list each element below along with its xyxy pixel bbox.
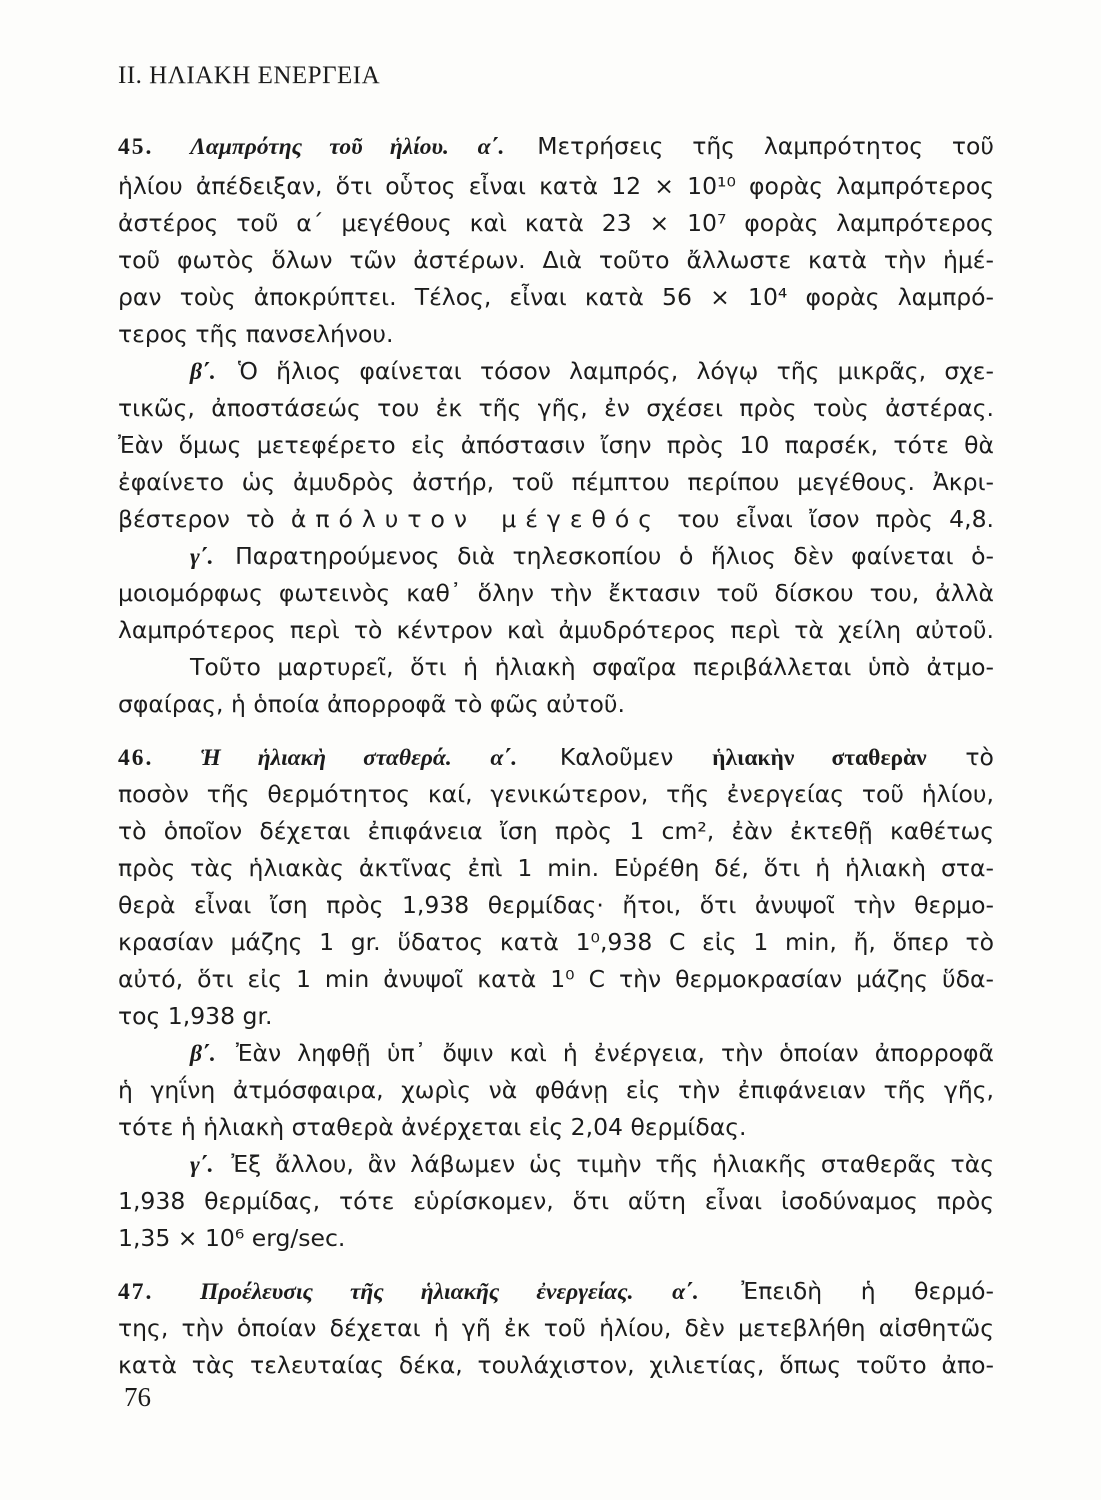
text-line: Παρατηρούμενος διὰ τηλεσκοπίου ὁ ἥλιος δὲν φαίνεται ὁ-	[235, 542, 994, 570]
text-line: τοῦ φωτὸς ὅλων τῶν ἀστέρων. Διὰ τοῦτο ἄλλωστε κατὰ τὴν ἡμέ-	[118, 246, 994, 274]
text-line: ραν τοὺς ἀποκρύπτει. Τέλος, εἶναι κατὰ 56 × 10⁴ φορὰς λαμπρό-	[118, 283, 994, 311]
section-title: Προέλευσις τῆς ἡλιακῆς ἐνεργείας.	[199, 1279, 634, 1305]
running-head: II. ΗΛΙΑΚΗ ΕΝΕΡΓΕΙΑ	[118, 62, 381, 89]
subsection-label: α΄.	[477, 134, 505, 160]
text-line: τος 1,938 gr.	[118, 1002, 273, 1030]
text-line: Μετρήσεις τῆς λαμπρότητος τοῦ	[537, 132, 994, 160]
text-line: κατὰ τὰς τελευταίας δέκα, τουλάχιστον, χιλιετίας, ὅπως τοῦτο ἀπο-	[118, 1351, 994, 1379]
section-title: Λαμπρότης τοῦ ἡλίου.	[190, 134, 449, 160]
text-line: Ἐξ ἄλλου, ἂν λάβωμεν ὡς τιμὴν τῆς ἡλιακῆς σταθερᾶς τὰς	[231, 1150, 994, 1178]
text-line: κρασίαν μάζης 1 gr. ὕδατος κατὰ 1⁰,938 C εἰς 1 min, ἤ, ὅπερ τὸ	[118, 928, 994, 956]
text-line: της, τὴν ὁποίαν δέχεται ἡ γῆ ἐκ τοῦ ἡλίου, δὲν μετεβλήθη αἰσθητῶς	[118, 1314, 994, 1342]
subsection-label: γ΄.	[190, 1152, 214, 1178]
text-fragment: Καλοῦμεν	[559, 743, 674, 771]
text-line: ἡ γηΐνη ἀτμόσφαιρα, χωρὶς νὰ φθάνῃ εἰς τὴν ἐπιφάνειαν τῆς γῆς,	[118, 1076, 994, 1104]
text-line: ἡλίου ἀπέδειξαν, ὅτι οὗτος εἶναι κατὰ 12 × 10¹⁰ φορὰς λαμπρότερος	[118, 172, 994, 200]
section-number: 45.	[118, 134, 154, 160]
text-line: τότε ἡ ἡλιακὴ σταθερὰ ἀνέρχεται εἰς 2,04 θερμίδας.	[118, 1113, 747, 1141]
section-title: Ἡ ἡλιακὴ σταθερά.	[200, 745, 452, 771]
text-line: μοιομόρφως φωτεινὸς καθ᾽ ὅλην τὴν ἔκτασιν τοῦ δίσκου του, ἀλλὰ	[118, 579, 994, 607]
text-line: 1,35 × 10⁶ erg/sec.	[118, 1224, 346, 1252]
subsection-label: γ΄.	[190, 544, 214, 570]
subsection-b-line	[190, 1036, 994, 1071]
text-fragment: του εἶναι ἴσον πρὸς 4,8.	[677, 505, 994, 533]
text-line: πρὸς τὰς ἡλιακὰς ἀκτῖνας ἐπὶ 1 min. Εὑρέθη δέ, ὅτι ἡ ἡλιακὴ στα-	[118, 854, 994, 882]
text-line: τικῶς, ἀποστάσεώς του ἐκ τῆς γῆς, ἐν σχέσει πρὸς τοὺς ἀστέρας.	[118, 394, 994, 422]
section-number: 46.	[118, 745, 154, 771]
text-line: αὐτό, ὅτι εἰς 1 min ἀνυψοῖ κατὰ 1⁰ C τὴν θερμοκρασίαν μάζης ὕδα-	[118, 965, 994, 993]
subsection-label: α΄.	[490, 745, 518, 771]
section-45-heading-line	[118, 129, 994, 164]
page-number: 76	[124, 1382, 151, 1412]
text-line: ἀστέρος τοῦ α΄ μεγέθους καὶ κατὰ 23 × 10⁷ φορὰς λαμπρότερος	[118, 209, 994, 237]
text-line: 1,938 θερμίδας, τότε εὑρίσκομεν, ὅτι αὕτη εἶναι ἰσοδύναμος πρὸς	[118, 1187, 994, 1215]
subsection-b-line	[190, 354, 994, 389]
text-line: τὸ ὁποῖον δέχεται ἐπιφάνεια ἴση πρὸς 1 cm², ἐὰν ἐκτεθῇ καθέτως	[118, 817, 994, 845]
text-line: τερος τῆς πανσελήνου.	[118, 320, 394, 348]
text-line: ἐφαίνετο ὡς ἀμυδρὸς ἀστήρ, τοῦ πέμπτου περίπου μεγέθους. Ἀκρι-	[118, 468, 994, 496]
text-line: Ἐὰν ὅμως μετεφέρετο εἰς ἀπόστασιν ἴσην πρὸς 10 παρσέκ, τότε θὰ	[118, 431, 994, 459]
spaced-term: ἀπόλυτον μέγεθός	[290, 505, 662, 533]
subsection-label: β΄.	[190, 359, 216, 385]
text-fragment: βέστερον τὸ	[118, 505, 275, 533]
defined-term: ἡλιακὴν σταθερὰν	[712, 745, 927, 771]
text-line: Ὁ ἥλιος φαίνεται τόσον λαμπρός, λόγῳ τῆς μικρᾶς, σχε-	[238, 357, 994, 385]
subsection-label: α΄.	[672, 1279, 699, 1305]
text-line: σφαίρας, ἡ ὁποία ἀπορροφᾶ τὸ φῶς αὐτοῦ.	[118, 690, 625, 718]
absolute-magnitude-line	[118, 502, 994, 536]
text-line: Ἐὰν ληφθῇ ὑπ᾽ ὄψιν καὶ ἡ ἐνέργεια, τὴν ὁποίαν ἀπορροφᾶ	[235, 1039, 994, 1067]
text-line: θερὰ εἶναι ἴση πρὸς 1,938 θερμίδας· ἤτοι, ὅτι ἀνυψοῖ τὴν θερμο-	[118, 891, 994, 919]
section-46-heading-line	[118, 740, 994, 775]
text-line: λαμπρότερος περὶ τὸ κέντρον καὶ ἀμυδρότερος περὶ τὰ χείλη αὐτοῦ.	[118, 616, 994, 644]
subsection-g-line	[190, 539, 994, 574]
text-line: Τοῦτο μαρτυρεῖ, ὅτι ἡ ἡλιακὴ σφαῖρα περιβάλλεται ὑπὸ ἀτμο-	[190, 653, 994, 681]
section-number: 47.	[118, 1279, 154, 1305]
section-47-heading-line	[118, 1274, 994, 1309]
text-line: ποσὸν τῆς θερμότητος καί, γενικώτερον, τῆς ἐνεργείας τοῦ ἡλίου,	[118, 780, 994, 808]
subsection-g-line	[190, 1147, 994, 1182]
subsection-label: β΄.	[190, 1041, 216, 1067]
text-line: Ἐπειδὴ ἡ θερμό-	[741, 1277, 994, 1305]
text-fragment: τὸ	[965, 743, 994, 771]
